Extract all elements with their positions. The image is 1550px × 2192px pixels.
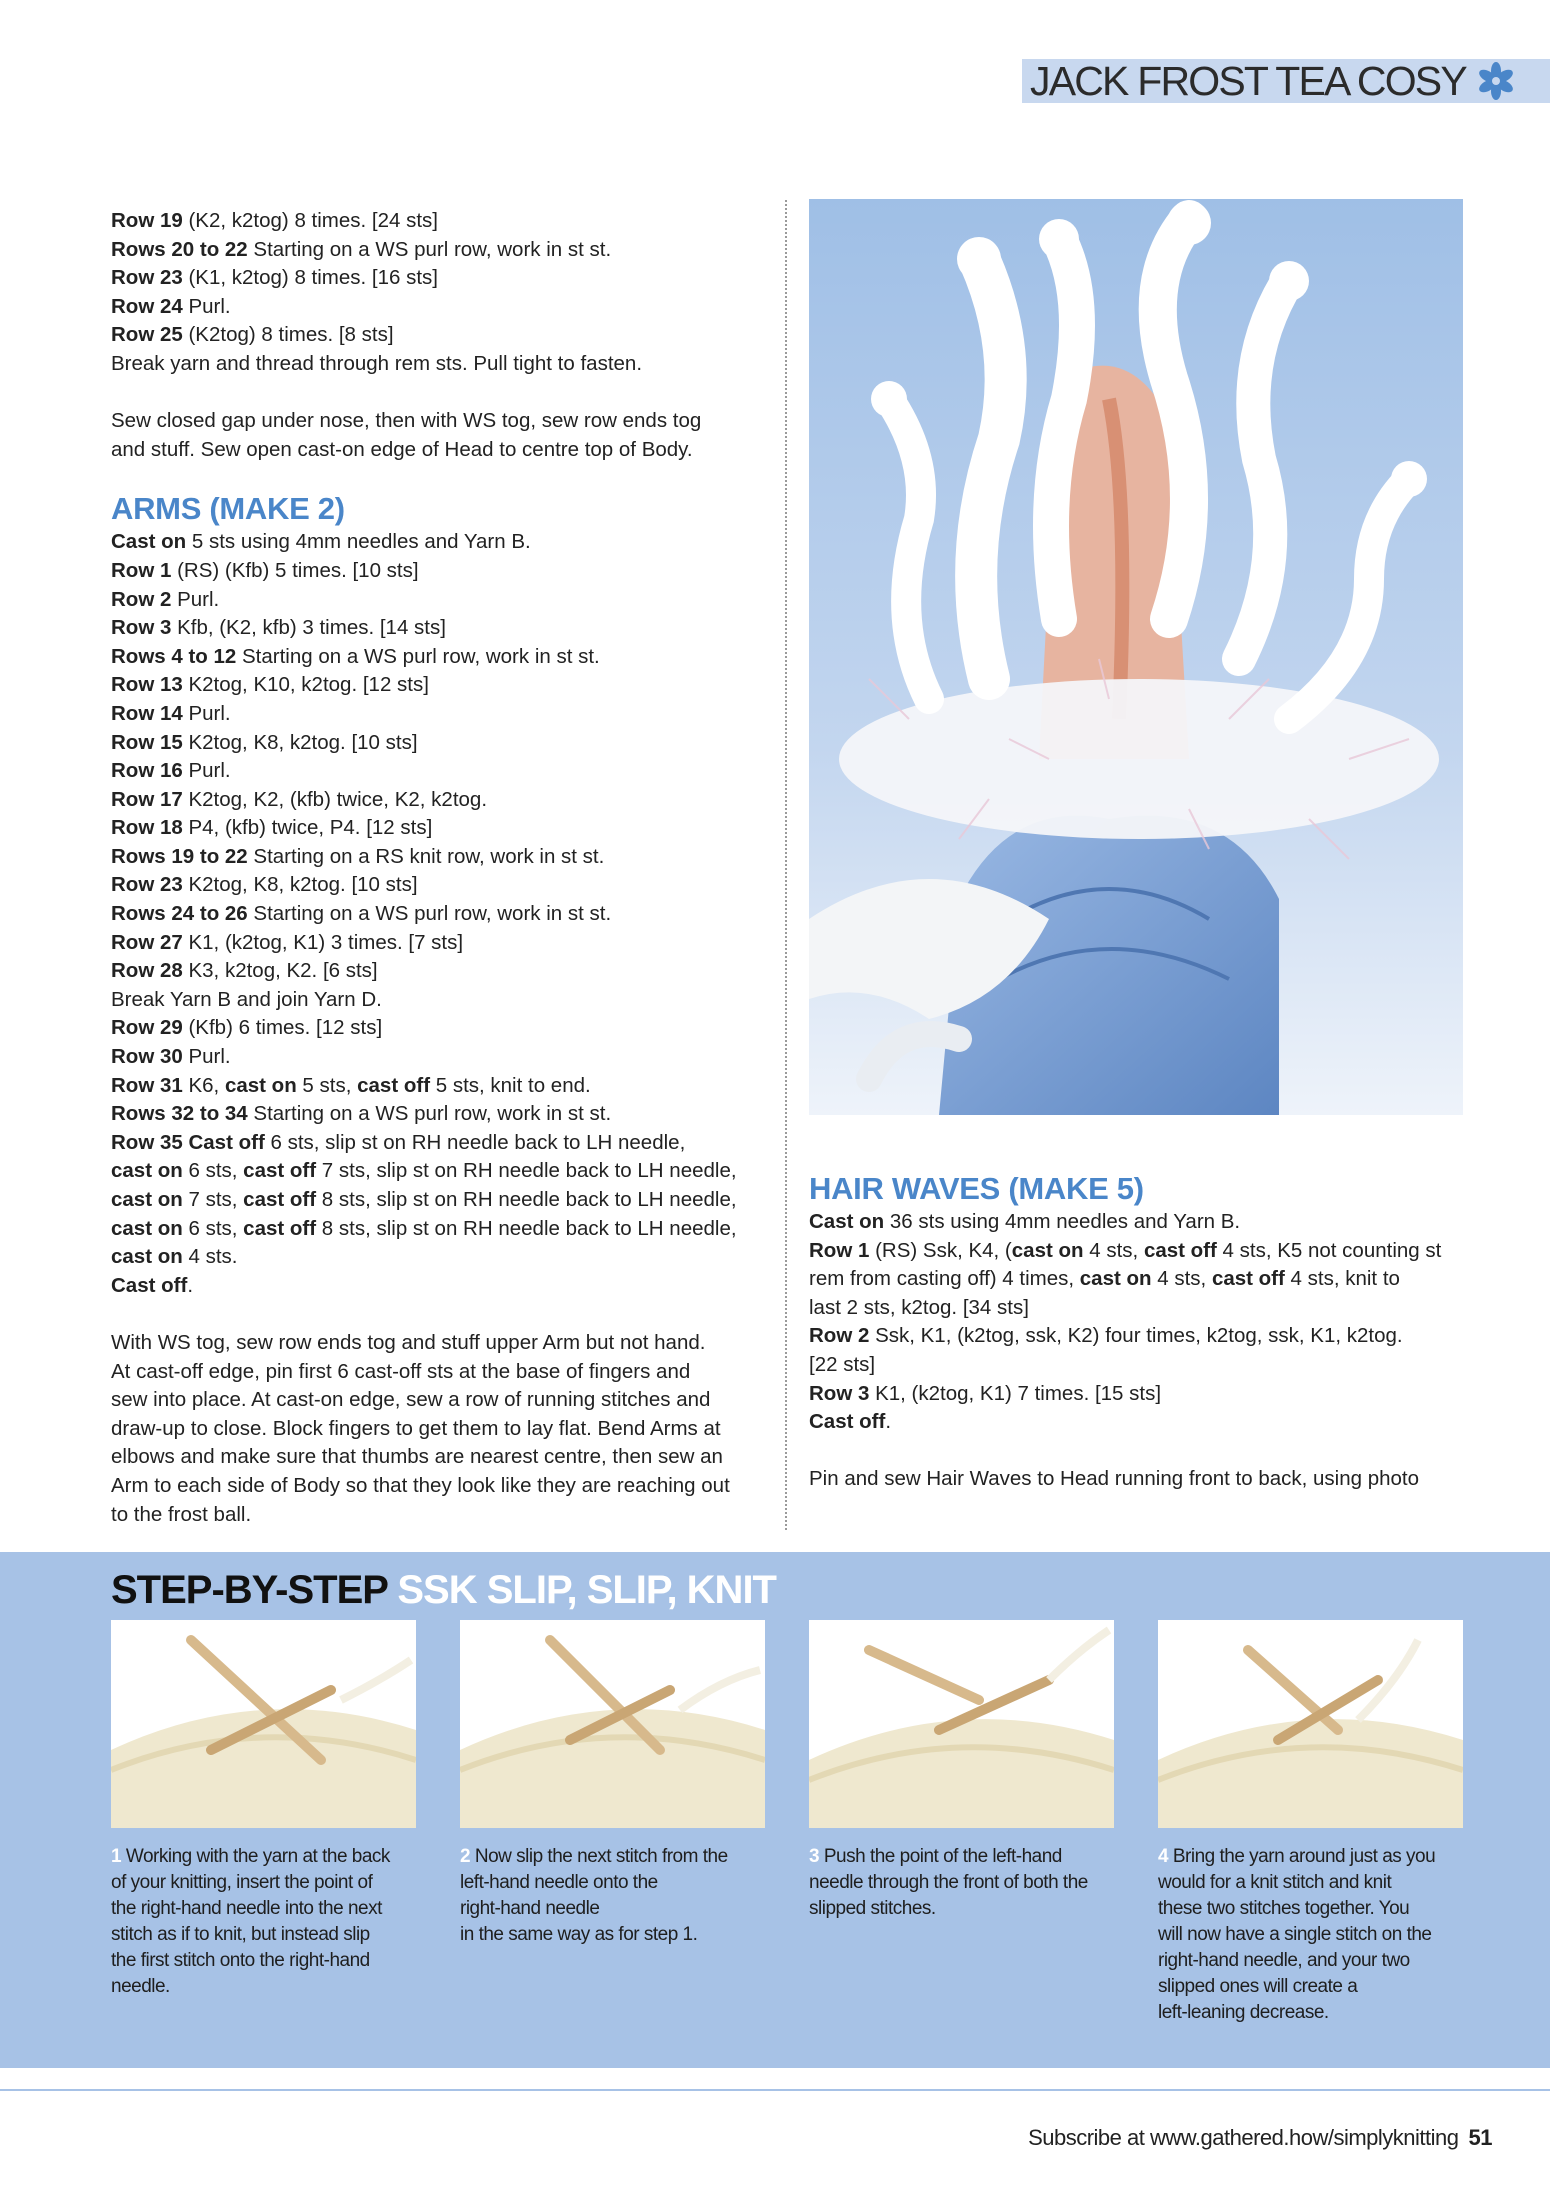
pattern-row: Cast on 5 sts using 4mm needles and Yarn B.	[111, 530, 531, 554]
pattern-row: Rows 20 to 22 Starting on a WS purl row, work in st st.	[111, 237, 612, 261]
jack-frost-photo	[809, 199, 1463, 1115]
instruction-paragraph: Arm to each side of Body so that they look like they are reaching out	[111, 1473, 730, 1497]
pattern-row: Row 1 (RS) Ssk, K4, (cast on 4 sts, cast off 4 sts, K5 not counting st	[809, 1238, 1442, 1262]
head-rows	[111, 207, 771, 379]
pattern-row: Row 1 (RS) (Kfb) 5 times. [10 sts]	[111, 558, 419, 582]
pattern-row: Row 17 K2tog, K2, (kfb) twice, K2, k2tog.	[111, 787, 488, 811]
pattern-row: rem from casting off) 4 times, cast on 4 sts, cast off 4 sts, knit to	[809, 1267, 1400, 1291]
pattern-row: Rows 19 to 22 Starting on a RS knit row, work in st st.	[111, 844, 605, 868]
step-3-caption: 3 Push the point of the left-hand needle through the front of both the slipped stitches.	[809, 1846, 1088, 1919]
instruction-paragraph: elbows and make sure that thumbs are nearest centre, then sew an	[111, 1445, 723, 1469]
pattern-row: Break Yarn B and join Yarn D.	[111, 987, 382, 1011]
step-by-step-title: STEP-BY-STEP SSK SLIP, SLIP, KNIT	[111, 1568, 776, 1612]
pattern-row: Rows 4 to 12 Starting on a WS purl row, work in st st.	[111, 644, 600, 668]
instruction-paragraph: Pin and sew Hair Waves to Head running front to back, using photo	[809, 1467, 1420, 1491]
pattern-row: Cast off.	[111, 1273, 194, 1297]
page-footer	[1028, 2125, 1492, 2151]
pattern-row: Row 23 K2tog, K8, k2tog. [10 sts]	[111, 873, 418, 897]
knitted-hair-illustration	[809, 199, 1463, 1115]
instruction-paragraph: to the frost ball.	[111, 1502, 252, 1526]
pattern-row: Row 27 K1, (k2tog, K1) 3 times. [7 sts]	[111, 930, 464, 954]
page-number: 51	[1468, 2125, 1492, 2150]
pattern-row: last 2 sts, k2tog. [34 sts]	[809, 1295, 1029, 1319]
hair-waves-heading: HAIR WAVES (MAKE 5)	[809, 1171, 1144, 1206]
pattern-row: Break yarn and thread through rem sts. Pull tight to fasten.	[111, 351, 643, 375]
pattern-row: Row 35 Cast off 6 sts, slip st on RH needle back to LH needle,	[111, 1130, 686, 1154]
instruction-paragraph: draw-up to close. Block fingers to get them to lay flat. Bend Arms at	[111, 1416, 721, 1440]
pattern-row: Rows 32 to 34 Starting on a WS purl row, work in st st.	[111, 1102, 612, 1126]
pattern-row: Row 23 (K1, k2tog) 8 times. [16 sts]	[111, 266, 438, 290]
pattern-row: Cast on 36 sts using 4mm needles and Yarn B.	[809, 1210, 1241, 1233]
pattern-row: Row 24 Purl.	[111, 294, 231, 318]
subscribe-link[interactable]: Subscribe at www.gathered.how/simplyknitting	[1028, 2125, 1459, 2150]
pattern-row: Rows 24 to 26 Starting on a WS purl row, work in st st.	[111, 902, 612, 926]
pattern-row: Row 31 K6, cast on 5 sts, cast off 5 sts, knit to end.	[111, 1073, 591, 1097]
instruction-paragraph: At cast-off edge, pin first 6 cast-off sts at the base of fingers and	[111, 1359, 691, 1383]
pattern-row: [22 sts]	[809, 1352, 876, 1376]
pattern-row: Row 15 K2tog, K8, k2tog. [10 sts]	[111, 730, 418, 754]
pattern-row: Row 2 Purl.	[111, 587, 220, 611]
pattern-row: Row 18 P4, (kfb) twice, P4. [12 sts]	[111, 816, 433, 840]
column-divider	[785, 200, 787, 1530]
pattern-row: Row 19 (K2, k2tog) 8 times. [24 sts]	[111, 209, 438, 232]
pattern-row: Row 25 (K2tog) 8 times. [8 sts]	[111, 323, 394, 347]
pattern-row: cast on 4 sts.	[111, 1245, 238, 1269]
arms-heading: ARMS (MAKE 2)	[111, 491, 345, 527]
footer-rule	[0, 2089, 1550, 2091]
step-1-photo	[111, 1620, 416, 1828]
page-section-header	[1022, 59, 1550, 103]
pattern-row: cast on 6 sts, cast off 8 sts, slip st on RH needle back to LH needle,	[111, 1216, 737, 1240]
instruction-paragraph: Sew closed gap under nose, then with WS tog, sew row ends tog	[111, 409, 702, 433]
pattern-row: Row 30 Purl.	[111, 1045, 231, 1069]
pattern-row: cast on 6 sts, cast off 7 sts, slip st on RH needle back to LH needle,	[111, 1159, 737, 1183]
snowflake-asterisk-icon	[1476, 61, 1516, 101]
pattern-row: Row 14 Purl.	[111, 701, 231, 725]
instruction-paragraph: and stuff. Sew open cast-on edge of Head to centre top of Body.	[111, 437, 693, 461]
pattern-row: Cast off.	[809, 1410, 892, 1434]
step-4-caption: 4 Bring the yarn around just as you would for a knit stitch and knit these two stitches together. You will now have a single stitch on the right-hand needle, and your two slipped ones will create a left-leaning decrease.	[1158, 1846, 1436, 2023]
pattern-row: Row 3 K1, (k2tog, K1) 7 times. [15 sts]	[809, 1381, 1162, 1405]
step-3-photo	[809, 1620, 1114, 1828]
instruction-paragraph: sew into place. At cast-on edge, sew a row of running stitches and	[111, 1388, 711, 1412]
arms-rows	[111, 528, 771, 1300]
pattern-row: Row 2 Ssk, K1, (k2tog, ssk, K2) four times, k2tog, ssk, K1, k2tog.	[809, 1324, 1403, 1348]
pattern-row: Row 3 Kfb, (K2, kfb) 3 times. [14 sts]	[111, 616, 446, 640]
step-2-photo	[460, 1620, 765, 1828]
pattern-row: Row 13 K2tog, K10, k2tog. [12 sts]	[111, 673, 429, 697]
pattern-row: Row 16 Purl.	[111, 759, 231, 783]
left-text-column	[111, 207, 771, 1529]
section-title: JACK FROST TEA COSY	[1030, 58, 1466, 104]
pattern-row: cast on 7 sts, cast off 8 sts, slip st on RH needle back to LH needle,	[111, 1188, 737, 1211]
step-1-caption: 1 Working with the yarn at the back of your knitting, insert the point of the right-hand needle into the next stitch as if to knit, but instead slip the first stitch onto the right-hand needle.	[111, 1846, 390, 1997]
step-2-caption: 2 Now slip the next stitch from the left-hand needle onto the right-hand needle in the same way as for step 1.	[460, 1846, 728, 1945]
pattern-row: Row 29 (Kfb) 6 times. [12 sts]	[111, 1016, 383, 1040]
instruction-paragraph: With WS tog, sew row ends tog and stuff upper Arm but not hand.	[111, 1330, 706, 1354]
right-text-column	[809, 1170, 1469, 1494]
step-4-photo	[1158, 1620, 1463, 1828]
pattern-row: Row 28 K3, k2tog, K2. [6 sts]	[111, 959, 378, 983]
